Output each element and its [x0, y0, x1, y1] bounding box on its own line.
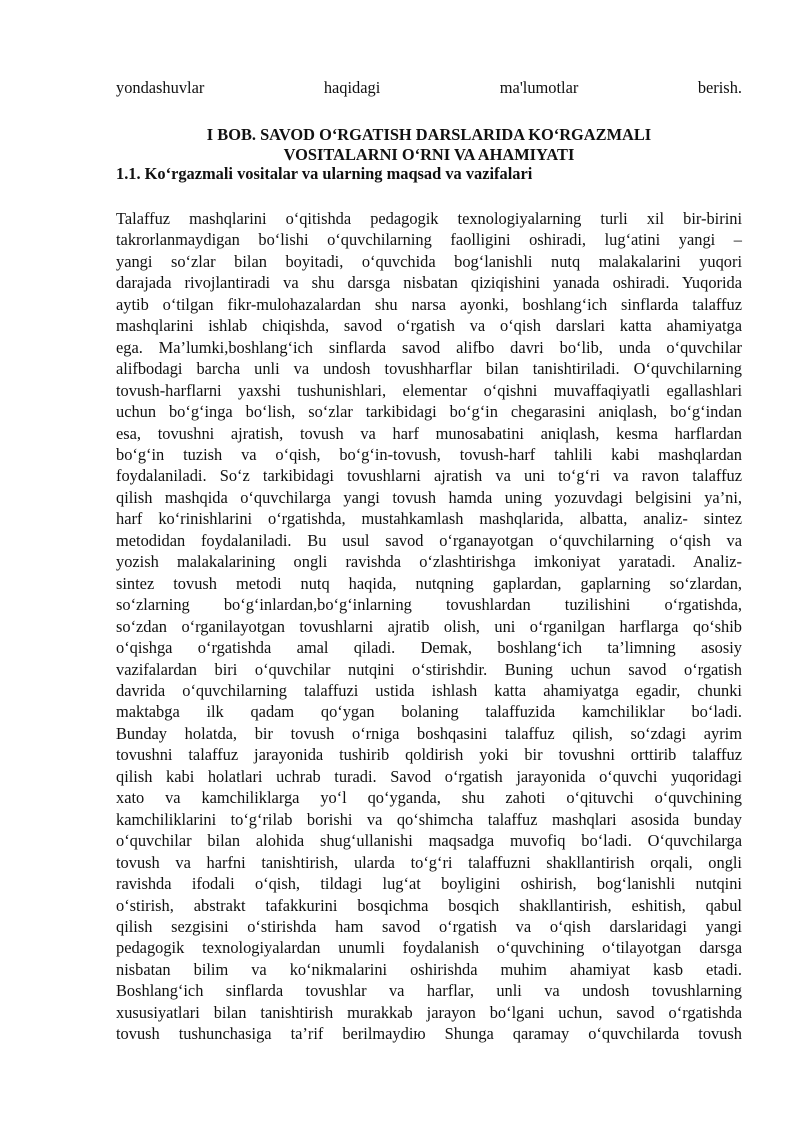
body-line: so‘zlarning bo‘g‘inlardan,bo‘g‘inlarning tovushlardan tuzilishini o‘rgatishda,: [116, 595, 742, 615]
word: haqidagi: [323, 78, 381, 97]
body-line: Boshlang‘ich sinflarda tovushlar va harflar, unli va undosh tovushlarning: [116, 981, 742, 1001]
section-title: 1.1. Ko‘rgazmali vositalar va ularning maqsad va vazifalari: [116, 164, 533, 183]
body-line: qilish mashqida o‘quvchilarga yangi tovush hamda uning yozuvdagi belgisini ya’ni,: [116, 487, 742, 507]
body-line: so‘zdan o‘rganilayotgan tovushlarni ajratib olish, uni o‘rganilgan harflarga qo‘shib: [116, 616, 742, 636]
body-line: darajada rivojlantiradi va shu darsga nisbatan qiziqishini yanada oshiradi. Yuqorida: [116, 273, 742, 293]
body-line: o‘quvchilar bilan alohida shug‘ullanishi maqsadga muvofiq bo‘ladi. O‘quvchilarga: [116, 831, 742, 851]
body-line: qilish kabi holatlari uchrab turadi. Savod o‘rgatish jarayonida o‘quvchi yuqoridagi: [116, 766, 742, 786]
body-line: alifbodagi barcha unli va undosh tovushharflar bilan tanishtiriladi. O‘quvchilarning: [116, 359, 742, 379]
body-line: tovush tushunchasiga ta’rif berilmaydiю Shunga qaramay o‘quvchilarda tovush: [116, 1024, 742, 1044]
body-line: sintez tovush metodi nutq haqida, nutqning gaplardan, gaplarning so‘zlardan,: [116, 573, 742, 593]
continuation-line: [116, 78, 742, 98]
body-line: harf ko‘rinishlarini o‘rgatishda, mustahkamlash mashqlarida, albatta, analiz- sintez: [116, 509, 742, 529]
body-line: ega. Ma’lumki,boshlang‘ich sinflarda savod alifbo davri bo‘lib, unda o‘quvchilar: [116, 337, 742, 357]
body-line: nisbatan bilim va ko‘nikmalarini oshirishda muhim ahamiyat kasb etadi.: [116, 959, 742, 979]
body-line: davrida o‘quvchilarning talaffuzi ustida ishlash katta ahamiyatga egadir, chunki: [116, 680, 742, 700]
word: berish.: [697, 78, 742, 97]
chapter-title-line-1: I BOB. SAVOD O‘RGATISH DARSLARIDA KO‘RGAZMALI: [206, 125, 652, 144]
word: ma'lumotlar: [499, 78, 579, 97]
body-line: tovush va harfni tanishtirish, ularda to‘g‘ri talaffuzni shakllantirish orqali, ongli: [116, 852, 742, 872]
body-line: bo‘g‘in tuzish va o‘qish, bo‘g‘in-tovush, tovush-harf tahlili kabi mashqlardan: [116, 444, 742, 464]
body-line: mashqlarini ishlab chiqishda, savod o‘rgatish va o‘qish darslari katta ahamiyatga: [116, 316, 742, 336]
word: yondashuvlar: [116, 78, 205, 97]
body-line: xato va kamchiliklarga yo‘l qo‘yganda, shu zahoti o‘qituvchi o‘quvchining: [116, 788, 742, 808]
body-line: yozish malakalarining ongli ravishda o‘zlashtirishga imkoniyat yaratadi. Analiz-: [116, 552, 742, 572]
chapter-title-line-2: VOSITALARNI O‘RNI VA AHAMIYATI: [283, 145, 575, 164]
body-line: kamchiliklarini to‘g‘rilab borishi va qo‘shimcha talaffuz mashqlari asosida bunday: [116, 809, 742, 829]
body-line: Bunday holatda, bir tovush o‘rniga boshqasini talaffuz qilish, so‘zdagi ayrim: [116, 723, 742, 743]
chapter-title: [116, 125, 742, 165]
body-line: vazifalardan biri o‘quvchilar nutqini o‘stirishdir. Buning uchun savod o‘rgatish: [116, 659, 742, 679]
body-line: tovush-harflarni yaxshi tushunishlari, elementar o‘qishni muvaffaqiyatli egallashlari: [116, 380, 742, 400]
body-line: yangi so‘zlar bilan boyitadi, o‘quvchida bog‘lanishli nutq malakalarini yuqori: [116, 251, 742, 271]
body-line: metodidan foydalaniladi. Bu usul savod o‘rganayotgan o‘quvchilarning o‘qish va: [116, 530, 742, 550]
body-paragraph: [116, 208, 742, 1045]
body-line: xususiyatlari bilan tanishtirish murakkab jarayon bo‘lgani uchun, savod o‘rgatishda: [116, 1002, 742, 1022]
body-line: foydalaniladi. So‘z tarkibidagi tovushlarni ajratish va uni to‘g‘ri va ravon talaffuz: [116, 466, 742, 486]
body-line: o‘stirish, abstrakt tafakkurini bosqichma bosqich shakllantirish, eshitish, qabul: [116, 895, 742, 915]
body-line: o‘qishga o‘rgatishda amal qiladi. Demak, boshlang‘ich ta’limning asosiy: [116, 638, 742, 658]
body-line: uchun bo‘g‘inga bo‘lish, so‘zlar tarkibidagi bo‘g‘in chegarasini aniqlash, bo‘g‘indan: [116, 402, 742, 422]
body-line: maktabga ilk qadam qo‘ygan bolaning talaffuzida kamchiliklar bo‘ladi.: [116, 702, 742, 722]
body-line: Talaffuz mashqlarini o‘qitishda pedagogik texnologiyalarning turli xil bir-birini: [116, 209, 742, 228]
body-line: tovushni talaffuz jarayonida tushirib qoldirish yoki bir tovushni orttirib talaffuz: [116, 745, 742, 765]
body-line: ravishda ifodali o‘qish, tildagi lug‘at boyligini oshirish, bog‘lanishli nutqini: [116, 874, 742, 894]
body-line: qilish sezgisini o‘stirishda ham savod o‘rgatish va o‘qish darslaridagi yangi: [116, 916, 742, 936]
body-line: pedagogik texnologiyalardan unumli foydalanish o‘quvchining o‘tilayotgan darsga: [116, 938, 742, 958]
body-line: aytib o‘tilgan fikr-mulohazalardan shu narsa ayonki, boshlang‘ich sinflarda talaffuz: [116, 294, 742, 314]
body-line: takrorlanmaydigan bo‘lishi o‘quvchilarning faolligini oshiradi, lug‘atini yangi –: [116, 230, 742, 250]
body-line: esa, tovushni ajratish, tovush va harf munosabatini aniqlash, kesma harflardan: [116, 423, 742, 443]
